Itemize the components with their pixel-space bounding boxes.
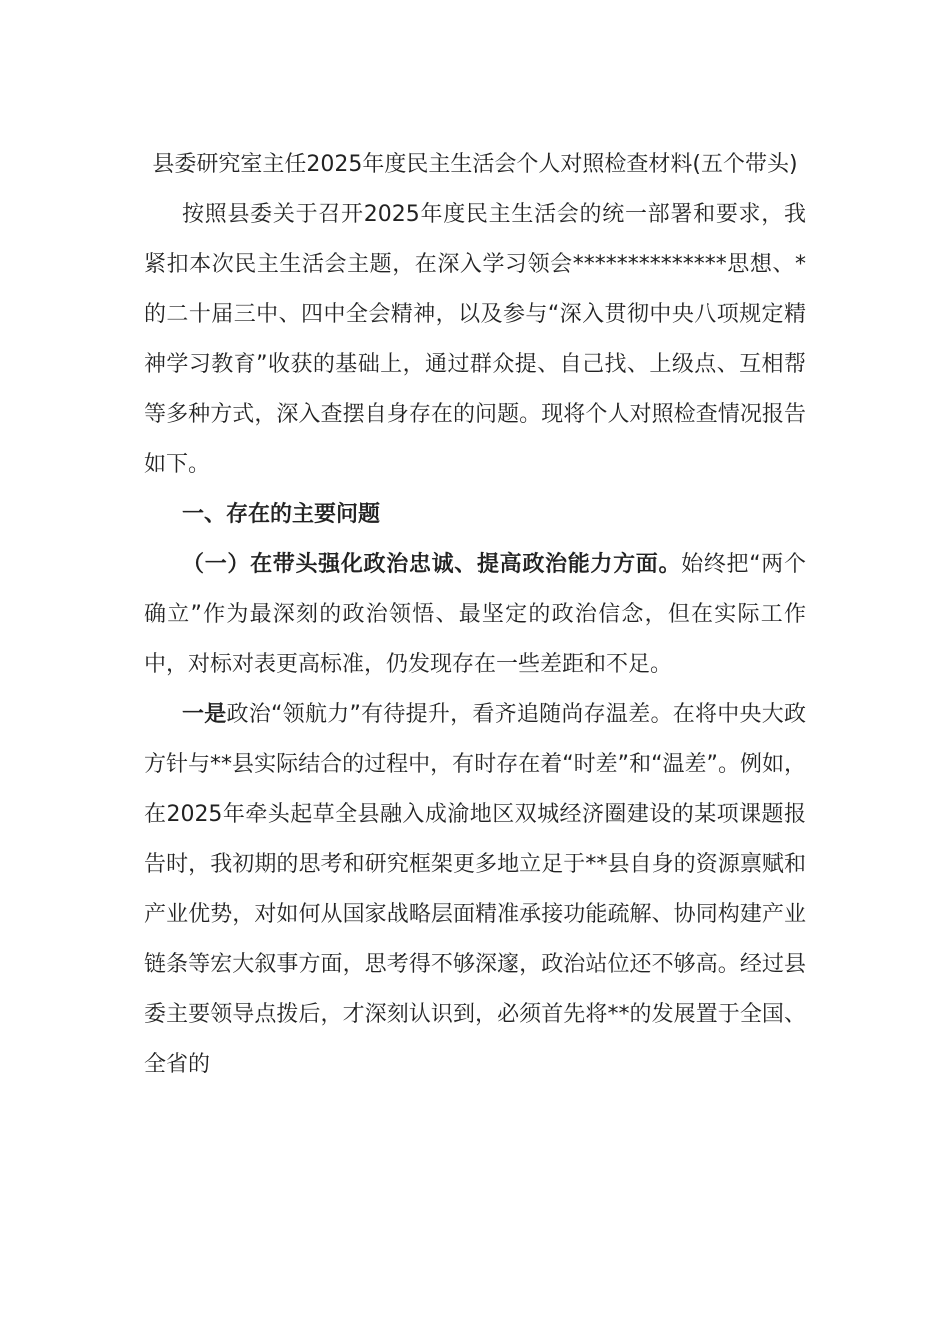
point-text: 政治“领航力”有待提升，看齐追随尚存温差。在将中央大政方针与**县实际结合的过程中，有时存在着“时差”和“温差”。例如，在2025年牵头起草全县融入成渝地区双城经济圈建设的某项课题报告时，我初期的思考和研究框架更多地立足于**县自身的资源禀赋和产业优势，对如何从国家战略层面精准承接功能疏解、协同构建产业链条等宏大叙事方面，思考得不够深邃，政治站位还不够高。经过县委主要领导点拨后，才深刻认识到，必须首先将**的发展置于全国、全省的 xyxy=(144,702,806,1077)
subsection-paragraph xyxy=(144,540,806,690)
point-paragraph xyxy=(144,690,806,1090)
point-lead: 一是 xyxy=(182,702,227,727)
subsection-text: 始终把“两个确立”作为最深刻的政治领悟、最坚定的政治信念，但在实际工作中，对标对表更高标准，仍发现存在一些差距和不足。 xyxy=(144,552,806,677)
intro-paragraph: 按照县委关于召开2025年度民主生活会的统一部署和要求，我紧扣本次民主生活会主题，在深入学习领会**************思想、*的二十届三中、四中全会精神，以及参与“深入贯彻中央八项规定精神学习教育”收获的基础上，通过群众提、自己找、上级点、互相帮等多种方式，深入查摆自身存在的问题。现将个人对照检查情况报告如下。 xyxy=(144,202,806,477)
subsection-lead: （一）在带头强化政治忠诚、提高政治能力方面。 xyxy=(182,552,682,577)
section-heading: 一、存在的主要问题 xyxy=(182,502,381,527)
document-body xyxy=(144,140,806,1090)
document-title: 县委研究室主任2025年度民主生活会个人对照检查材料(五个带头) xyxy=(152,152,798,177)
